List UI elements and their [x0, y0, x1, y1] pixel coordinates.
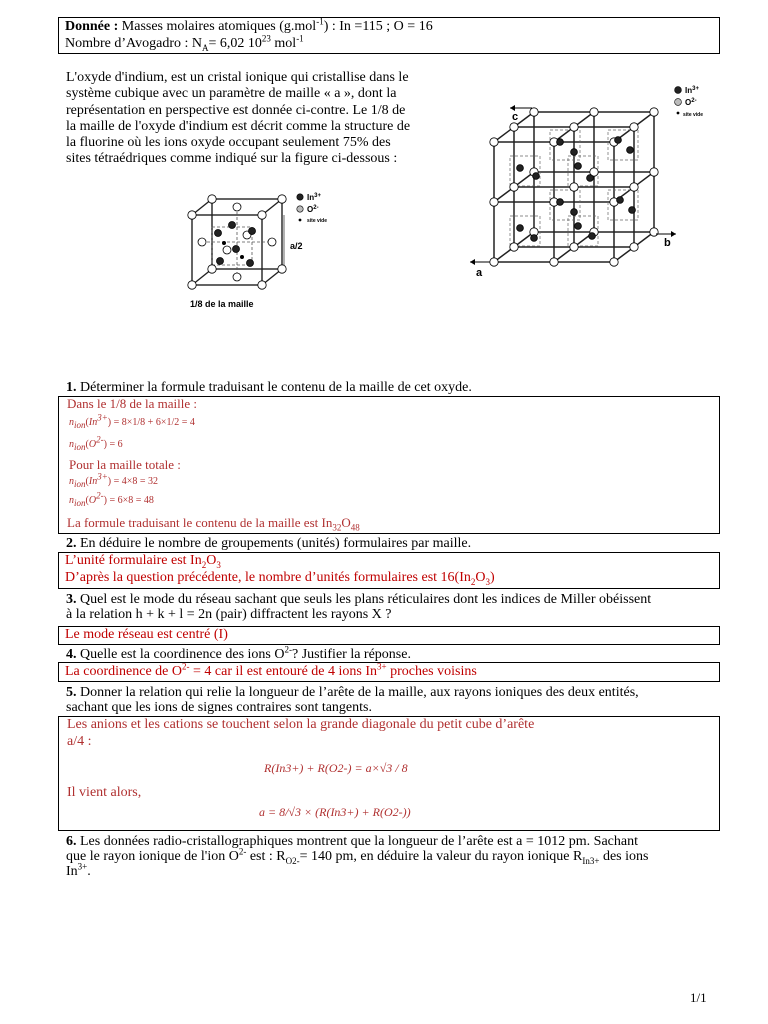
- intro-line: système cubique avec un paramètre de maille « a », dont la: [66, 86, 397, 102]
- question-number: 6.: [66, 834, 77, 849]
- question-text: Les données radio-cristallographiques montrent que la longueur de l’arête est a = 1012 pm. Sachant: [80, 834, 638, 849]
- legend-in-text: $In^{3+}$: [685, 86, 699, 95]
- answer-3-box: [58, 626, 720, 645]
- answer-3-text: Le mode réseau est centré (I): [65, 627, 228, 642]
- answer-1-eq-2: $n_{ion}(O^{2-}) = 6$: [69, 434, 123, 452]
- answer-4-text: La coordinence de $O^{2-} = 4$ car il est entouré de 4 ions $In^{3+}$ proches voisins: [65, 661, 477, 679]
- in-ion: [258, 211, 266, 219]
- answer-5-line-3: Il vient alors,: [67, 785, 142, 800]
- o-ion: [557, 139, 564, 146]
- o-ion: [533, 173, 540, 180]
- in-ion: [630, 183, 638, 191]
- legend-o-text: $O^{2-}$: [307, 205, 319, 214]
- legend-site-text: site vide: [683, 112, 704, 118]
- legend-o-icon: [675, 99, 682, 106]
- o-ion: [233, 246, 240, 253]
- question-1: [66, 380, 726, 395]
- o-ion: [247, 260, 254, 267]
- answer-5-box: [58, 716, 720, 831]
- o-ion: [587, 175, 594, 182]
- in-ion: [650, 108, 658, 116]
- in-ion: [223, 246, 231, 254]
- answer-4-box: [58, 662, 720, 682]
- intro-line: représentation en perspective est donnée ci-contre. Le 1/8 de: [66, 102, 406, 118]
- question-text: à la relation h + k + l = 2n (pair) diffractent les rayons X ?: [66, 607, 392, 622]
- in-ion: [198, 238, 206, 246]
- answer-1-box: [58, 396, 720, 534]
- question-text: Déterminer la formule traduisant le contenu de la maille de cet oxyde.: [80, 380, 472, 395]
- answer-1-eq-4: $n_{ion}(O^{2-}) = 6\times 8 = 48$: [69, 490, 154, 508]
- legend-in-icon: [297, 194, 303, 200]
- o-ion: [589, 233, 596, 240]
- in-ion: [510, 243, 518, 251]
- in-ion: [530, 108, 538, 116]
- figure-caption: 1/8 de la maille: [190, 299, 254, 309]
- empty-site: [240, 255, 243, 258]
- in-ion: [570, 123, 578, 131]
- avogadro-sub: A: [202, 42, 209, 53]
- answer-1-eq-1: $n_{ion}(In^{3+}) = 8\times 1/8 + 6\times 1/2 = 4$: [69, 412, 195, 430]
- answer-2-line-2: D’après la question précédente, le nombre d’unités formulaires est $16(In_2O_3)$: [65, 570, 495, 587]
- legend-site-text: site vide: [307, 218, 328, 224]
- question-text: Donner la relation qui relie la longueur de l’arête de la maille, aux rayons ioniques des deux entités,: [80, 685, 639, 700]
- in-ion: [650, 168, 658, 176]
- question-number: 3.: [66, 592, 77, 607]
- avogadro-unit: mol: [270, 36, 297, 51]
- o-ion: [575, 163, 582, 170]
- o-ion: [571, 149, 578, 156]
- answer-5-line-1: Les anions et les cations se touchent selon la grande diagonale du petit cube d’arête: [67, 717, 535, 732]
- in-ion: [510, 123, 518, 131]
- molar-exp: -1: [316, 16, 324, 27]
- o-ion: [557, 199, 564, 206]
- axis-b-arrowhead: [671, 231, 676, 237]
- o-ion: [517, 225, 524, 232]
- in-ion: [490, 138, 498, 146]
- question-text: Quel est le mode du réseau sachant que seuls les plans réticulaires dont les indices de Miller obéissent: [80, 592, 652, 607]
- legend-site-icon: [299, 219, 302, 222]
- legend-o-icon: [297, 206, 303, 212]
- in-ion: [188, 211, 196, 219]
- legend-in-text: $In^{3+}$: [307, 193, 321, 202]
- question-text-end: ? Justifier la réponse.: [292, 647, 411, 662]
- question-number: 2.: [66, 536, 77, 551]
- in-ion: [550, 258, 558, 266]
- question-5: [66, 685, 726, 715]
- question-text: En déduire le nombre de groupements (unités) formulaires par maille.: [80, 536, 472, 551]
- avogadro-unit-exp: -1: [296, 33, 304, 44]
- in-ion: [610, 258, 618, 266]
- o-ion: [229, 222, 236, 229]
- question-6-line-2: que le rayon ionique de l'ion $O^{2-}$ est : $R_{O2-}= 140$ pm, en déduire la valeur du rayon ionique $R_{In3+}$ des ions: [66, 846, 649, 866]
- in-ion: [490, 198, 498, 206]
- answer-1-title-2: Pour la maille totale :: [69, 457, 181, 472]
- answer-1-conclusion: La formule traduisant le contenu de la maille est $In_{32}O_{48}$: [67, 515, 360, 533]
- intro-line: sites tétraédriques comme indiqué sur la figure ci-dessous :: [66, 151, 398, 167]
- in-ion: [258, 281, 266, 289]
- in-ion: [570, 183, 578, 191]
- avogadro-exp: 23: [261, 33, 271, 44]
- o-ion: [629, 207, 636, 214]
- o-ion: [571, 209, 578, 216]
- in-ion: [278, 195, 286, 203]
- answer-2-line-1: L’unité formulaire est $In_2O_3$: [65, 553, 221, 570]
- legend-in-icon: [675, 87, 682, 94]
- figure-full-cell: [470, 80, 720, 280]
- question-3: [66, 592, 726, 622]
- answer-5-eq-1: R(In3+) + R(O2-) = a×√3 / 8: [264, 761, 408, 775]
- axis-c-label: c: [512, 111, 519, 123]
- question-text: sachant que les ions de signes contraires sont tangents.: [66, 700, 372, 715]
- molar-rest: ) : In =115 ; O = 16: [323, 19, 433, 34]
- answer-2-box: [58, 552, 720, 589]
- o-ion: [217, 258, 224, 265]
- in-ion: [630, 123, 638, 131]
- in-ion: [510, 183, 518, 191]
- o-ion: [531, 235, 538, 242]
- in-ion: [570, 243, 578, 251]
- o-ion: [215, 230, 222, 237]
- answer-5-eq-2: a = 8/√3 × (R(In3+) + R(O2-)): [259, 805, 411, 819]
- in-ion: [208, 195, 216, 203]
- molar-text: Masses molaires atomiques (g.mol: [121, 19, 317, 34]
- o-ion: [517, 165, 524, 172]
- in-ion: [590, 108, 598, 116]
- avogadro-val: = 6,02 10: [208, 36, 262, 51]
- in-ion: [188, 281, 196, 289]
- axis-a-label: a: [476, 267, 483, 279]
- data-box: [58, 17, 720, 54]
- intro-line: la maille de l'oxyde d'indium est décrit comme la structure de: [66, 118, 411, 134]
- in-ion: [490, 258, 498, 266]
- axis-a-arrowhead: [470, 259, 475, 265]
- question-2: [66, 536, 726, 551]
- o-ion: [627, 147, 634, 154]
- in-ion: [268, 238, 276, 246]
- question-number: 1.: [66, 380, 77, 395]
- o-ion: [249, 228, 256, 235]
- edge-label: a/2: [290, 241, 303, 251]
- figure-eighth-cell: [180, 185, 360, 315]
- intro-line: la fluorine où les ions oxyde occupant seulement 75% des: [66, 135, 391, 151]
- legend-site-icon: [677, 112, 680, 115]
- molar-masses-line: [65, 16, 433, 35]
- in-ion: [650, 228, 658, 236]
- data-label: Donnée :: [65, 19, 119, 34]
- question-6: [66, 834, 726, 879]
- o-ion: [575, 223, 582, 230]
- question-text: Quelle est la coordinence des ions O: [80, 647, 285, 662]
- in-ion: [278, 265, 286, 273]
- intro-paragraph: [66, 70, 452, 168]
- in-ion: [233, 273, 241, 281]
- empty-site: [222, 241, 225, 244]
- page-number: 1/1: [690, 990, 707, 1005]
- o-ion: [615, 137, 622, 144]
- in-ion: [208, 265, 216, 273]
- answer-1-title-1: Dans le 1/8 de la maille :: [67, 396, 197, 411]
- avogadro-line: [65, 33, 304, 53]
- avogadro-text: Nombre d’Avogadro : N: [65, 36, 202, 51]
- answer-5-line-2: a/4 :: [67, 734, 92, 749]
- answer-1-eq-3: $n_{ion}(In^{3+}) = 4\times 8 = 32$: [69, 471, 159, 489]
- question-number: 5.: [66, 685, 77, 700]
- in-ion: [630, 243, 638, 251]
- question-6-line-3: $In^{3+}$.: [66, 861, 91, 879]
- in-ion: [233, 203, 241, 211]
- question-4: [66, 644, 726, 662]
- question-sup: 2-: [284, 644, 292, 655]
- axis-b-label: b: [664, 237, 671, 249]
- o-ion: [617, 197, 624, 204]
- question-number: 4.: [66, 647, 77, 662]
- legend-o-text: $O^{2-}$: [685, 98, 697, 107]
- intro-line: L'oxyde d'indium, est un cristal ionique qui cristallise dans le: [66, 70, 409, 85]
